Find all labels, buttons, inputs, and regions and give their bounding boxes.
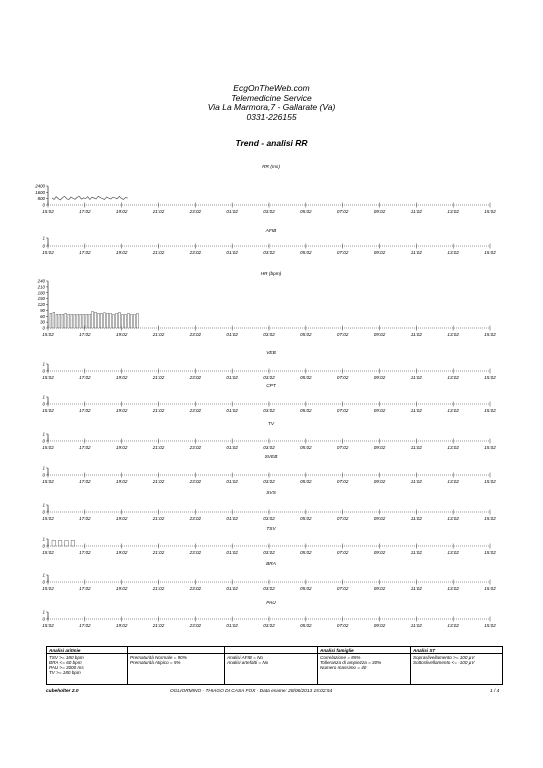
x-tick-label: 17:02 — [79, 550, 91, 555]
bar — [83, 314, 85, 328]
x-tick-label: 15:02 — [42, 332, 54, 337]
x-tick-label: 11:02 — [410, 408, 422, 413]
x-tick-label: 15:02 — [484, 550, 496, 555]
x-tick-label: 15:02 — [484, 332, 496, 337]
x-tick-label: 15:02 — [484, 375, 496, 380]
x-tick-label: 03:02 — [263, 375, 275, 380]
y-tick-label: 1 — [42, 361, 45, 367]
x-tick-label: 07:02 — [336, 479, 349, 484]
x-tick-label: 21:02 — [152, 479, 165, 484]
chart-title: CPT — [266, 384, 276, 389]
y-tick-label: 210 — [37, 284, 45, 290]
chart-title: RR (ms) — [262, 165, 280, 170]
chart-title: AFIB — [265, 229, 277, 234]
x-tick-label: 15:02 — [484, 209, 496, 214]
x-tick-label: 17:02 — [79, 445, 91, 450]
afib-column — [224, 647, 317, 684]
bar — [131, 314, 133, 328]
y-tick-label: 60 — [40, 313, 45, 319]
bar — [62, 314, 64, 328]
x-tick-label: 17:02 — [79, 408, 91, 413]
x-tick-label: 15:02 — [42, 445, 54, 450]
bar — [128, 313, 130, 328]
bar — [68, 314, 70, 328]
bar — [116, 313, 118, 328]
y-tick-label: 0 — [42, 401, 45, 407]
x-tick-label: 09:02 — [373, 408, 386, 413]
arrhythmia-line: BRA <= 60 bpm — [49, 660, 82, 665]
y-tick-label: 1 — [42, 394, 45, 400]
families-column — [317, 647, 410, 684]
bar — [92, 311, 94, 328]
x-tick-label: 15:02 — [42, 479, 54, 484]
x-tick-label: 11:02 — [410, 209, 422, 214]
y-tick-label: 150 — [37, 296, 45, 302]
x-tick-label: 01:02 — [226, 623, 238, 628]
x-tick-label: 07:02 — [336, 516, 349, 521]
x-tick-label: 01:02 — [226, 250, 238, 255]
x-tick-label: 05:02 — [300, 623, 312, 628]
x-tick-label: 11:02 — [410, 332, 422, 337]
x-tick-label: 09:02 — [373, 623, 386, 628]
x-tick-label: 07:02 — [336, 209, 349, 214]
bar — [104, 313, 106, 328]
y-tick-label: 0 — [42, 243, 45, 249]
x-tick-label: 07:02 — [336, 408, 349, 413]
x-tick-label: 21:02 — [152, 623, 165, 628]
x-tick-label: 01:02 — [226, 479, 238, 484]
x-tick-label: 19:02 — [115, 250, 128, 255]
x-tick-label: 03:02 — [263, 550, 275, 555]
bar — [113, 314, 115, 328]
x-tick-label: 11:02 — [410, 250, 422, 255]
prematurity-line: Prematurità Normale = 90% — [130, 655, 187, 660]
x-tick-label: 23:02 — [189, 209, 202, 214]
x-tick-label: 21:02 — [152, 516, 165, 521]
y-tick-label: 0 — [42, 325, 45, 331]
y-tick-label: 2400 — [35, 183, 45, 189]
families-line: Tolleranza di ampiezza = 30% — [320, 660, 382, 665]
bar — [86, 314, 88, 328]
x-tick-label: 03:02 — [263, 332, 275, 337]
x-tick-label: 05:02 — [300, 408, 312, 413]
x-tick-label: 19:02 — [115, 375, 128, 380]
x-tick-label: 15:02 — [484, 586, 496, 591]
x-tick-label: 11:02 — [410, 516, 422, 521]
x-tick-label: 13:02 — [447, 209, 459, 214]
x-tick-label: 17:02 — [79, 516, 91, 521]
x-tick-label: 09:02 — [373, 250, 386, 255]
bar — [50, 313, 52, 328]
bar — [107, 313, 109, 328]
x-tick-label: 13:02 — [447, 445, 459, 450]
x-tick-label: 15:02 — [484, 479, 496, 484]
x-tick-label: 05:02 — [300, 250, 312, 255]
x-tick-label: 19:02 — [115, 586, 128, 591]
report-title: Trend - analisi RR — [235, 138, 308, 148]
x-tick-label: 09:02 — [373, 375, 386, 380]
x-tick-label: 03:02 — [263, 479, 275, 484]
x-tick-label: 07:02 — [336, 445, 349, 450]
x-tick-label: 01:02 — [226, 586, 238, 591]
y-tick-label: 0 — [42, 616, 45, 622]
x-tick-label: 19:02 — [115, 550, 128, 555]
x-tick-label: 13:02 — [447, 250, 459, 255]
bar — [74, 314, 76, 328]
x-tick-label: 23:02 — [189, 408, 202, 413]
x-tick-label: 15:02 — [42, 516, 54, 521]
bar — [53, 312, 55, 328]
x-tick-label: 19:02 — [115, 479, 128, 484]
x-tick-label: 15:02 — [42, 408, 54, 413]
y-tick-label: 120 — [37, 302, 45, 307]
x-tick-label: 23:02 — [189, 250, 202, 255]
arrhythmia-line: TSV >= 180 bpm — [49, 655, 84, 660]
y-tick-label: 1 — [42, 536, 45, 542]
page-number: 1 / 4 — [490, 689, 500, 694]
bar — [65, 540, 69, 546]
y-tick-label: 0 — [42, 368, 45, 374]
bar — [89, 314, 91, 328]
x-tick-label: 03:02 — [263, 250, 275, 255]
x-tick-label: 01:02 — [226, 332, 238, 337]
x-tick-label: 15:02 — [42, 209, 54, 214]
bar — [59, 314, 61, 328]
y-tick-label: 0 — [42, 579, 45, 585]
x-tick-label: 21:02 — [152, 209, 165, 214]
x-tick-label: 23:02 — [189, 445, 202, 450]
software-name: cubeholter 2.0 — [46, 689, 79, 694]
x-tick-label: 23:02 — [189, 479, 202, 484]
x-tick-label: 03:02 — [263, 445, 275, 450]
st-line: Sottoslivellamento <= -100 µV — [413, 660, 475, 665]
x-tick-label: 23:02 — [189, 586, 202, 591]
afib-line: Analisi artefatti = No — [227, 660, 269, 665]
x-tick-label: 19:02 — [115, 445, 128, 450]
y-tick-label: 1 — [42, 502, 45, 508]
x-tick-label: 21:02 — [152, 332, 165, 337]
x-tick-label: 21:02 — [152, 550, 165, 555]
y-tick-label: 1 — [42, 431, 45, 437]
x-tick-label: 09:02 — [373, 209, 386, 214]
chart-title: BRA — [266, 562, 276, 567]
y-tick-label: 0 — [42, 438, 45, 444]
x-tick-label: 17:02 — [79, 479, 91, 484]
x-tick-label: 05:02 — [300, 516, 312, 521]
x-tick-label: 09:02 — [373, 586, 386, 591]
x-tick-label: 13:02 — [447, 550, 459, 555]
x-tick-label: 17:02 — [79, 332, 91, 337]
families-title: Analisi famiglie — [318, 648, 410, 654]
x-tick-label: 19:02 — [115, 516, 128, 521]
y-tick-label: 1600 — [35, 189, 45, 195]
x-tick-label: 01:02 — [226, 375, 238, 380]
y-tick-label: 30 — [40, 319, 45, 325]
x-tick-label: 09:02 — [373, 550, 386, 555]
bar — [134, 314, 136, 328]
bar — [122, 314, 124, 328]
x-tick-label: 19:02 — [115, 623, 128, 628]
chart-title: VEB — [266, 351, 276, 356]
prematurity-column — [127, 647, 224, 684]
x-tick-label: 15:02 — [42, 623, 54, 628]
x-tick-label: 03:02 — [263, 408, 275, 413]
x-tick-label: 19:02 — [115, 209, 128, 214]
x-tick-label: 05:02 — [300, 445, 312, 450]
x-tick-label: 07:02 — [336, 623, 349, 628]
y-tick-label: 800 — [37, 196, 45, 202]
y-tick-label: 1 — [42, 609, 45, 615]
bar — [137, 313, 139, 328]
st-line: Sopraslivellamento >= 100 µV — [413, 655, 475, 660]
x-tick-label: 05:02 — [300, 586, 312, 591]
x-tick-label: 05:02 — [300, 550, 312, 555]
x-tick-label: 23:02 — [189, 332, 202, 337]
arrhythmia-title: Analisi aritmie — [47, 648, 127, 654]
x-tick-label: 23:02 — [189, 375, 202, 380]
x-tick-label: 11:02 — [410, 550, 422, 555]
bar — [98, 313, 100, 328]
analysis-summary-panel — [46, 646, 503, 685]
x-tick-label: 07:02 — [336, 375, 349, 380]
chart-title: TV — [267, 422, 275, 427]
x-tick-label: 05:02 — [300, 479, 312, 484]
x-tick-label: 11:02 — [410, 479, 422, 484]
bar — [71, 314, 73, 328]
afib-line: Analisi AFIB = No — [227, 655, 263, 660]
families-line: Numero massimo = 40 — [320, 665, 367, 670]
y-tick-label: 1 — [42, 235, 45, 241]
x-tick-label: 13:02 — [447, 516, 459, 521]
bar — [56, 314, 58, 328]
st-column — [410, 647, 502, 684]
x-tick-label: 21:02 — [152, 250, 165, 255]
x-tick-label: 21:02 — [152, 445, 165, 450]
y-tick-label: 0 — [42, 509, 45, 515]
bar — [71, 540, 75, 546]
y-tick-label: 90 — [40, 307, 45, 313]
x-tick-label: 15:02 — [42, 586, 54, 591]
chart-title: PAU — [266, 601, 276, 606]
x-tick-label: 13:02 — [447, 623, 459, 628]
x-tick-label: 03:02 — [263, 209, 275, 214]
clinic-name: EcgOnTheWeb.com — [233, 83, 310, 93]
x-tick-label: 11:02 — [410, 586, 422, 591]
chart-title: SVS — [266, 491, 276, 496]
arrhythmia-line: TV >= 180 bpm — [49, 670, 81, 675]
x-tick-label: 13:02 — [447, 479, 459, 484]
x-tick-label: 09:02 — [373, 516, 386, 521]
bar — [125, 314, 127, 328]
y-tick-label: 1 — [42, 465, 45, 471]
bar — [80, 314, 82, 328]
x-tick-label: 11:02 — [410, 445, 422, 450]
x-tick-label: 01:02 — [226, 408, 238, 413]
bar — [110, 313, 112, 328]
x-tick-label: 11:02 — [410, 375, 422, 380]
families-line: Correlazione = 85% — [320, 655, 361, 660]
x-tick-label: 13:02 — [447, 332, 459, 337]
x-tick-label: 21:02 — [152, 375, 165, 380]
rr-series-line — [52, 196, 128, 200]
x-tick-label: 15:02 — [484, 516, 496, 521]
x-tick-label: 23:02 — [189, 623, 202, 628]
clinic-address: Via La Marmora,7 - Gallarate (Va) — [207, 102, 336, 112]
x-tick-label: 17:02 — [79, 375, 91, 380]
y-tick-label: 0 — [42, 202, 45, 208]
x-tick-label: 21:02 — [152, 586, 165, 591]
x-tick-label: 23:02 — [189, 516, 202, 521]
x-tick-label: 15:02 — [42, 250, 54, 255]
clinic-service: Telemedicine Service — [231, 92, 312, 103]
patient-info: OGLIORMINO - THIAGO DI CASA FOX · Data esame: 28/06/2013 15:02:54 — [170, 689, 333, 694]
x-tick-label: 15:02 — [42, 550, 54, 555]
bar — [101, 313, 103, 328]
x-tick-label: 13:02 — [447, 375, 459, 380]
x-tick-label: 17:02 — [79, 250, 91, 255]
x-tick-label: 07:02 — [336, 250, 349, 255]
x-tick-label: 01:02 — [226, 209, 238, 214]
x-tick-label: 15:02 — [484, 445, 496, 450]
y-tick-label: 0 — [42, 472, 45, 478]
x-tick-label: 01:02 — [226, 445, 238, 450]
chart-title: SVEB — [264, 455, 278, 460]
x-tick-label: 01:02 — [226, 550, 238, 555]
y-tick-label: 1 — [42, 572, 45, 578]
x-tick-label: 15:02 — [484, 250, 496, 255]
bar — [77, 314, 79, 328]
x-tick-label: 13:02 — [447, 586, 459, 591]
x-tick-label: 19:02 — [115, 332, 128, 337]
x-tick-label: 05:02 — [300, 209, 312, 214]
y-tick-label: 0 — [42, 543, 45, 549]
y-tick-label: 180 — [37, 290, 45, 296]
y-tick-label: 240 — [37, 278, 45, 284]
arrhythmia-line: PAU >= 3000 ms — [49, 665, 84, 670]
x-tick-label: 03:02 — [263, 586, 275, 591]
x-tick-label: 17:02 — [79, 586, 91, 591]
arrhythmia-column — [47, 647, 127, 684]
bar — [58, 540, 62, 546]
x-tick-label: 07:02 — [336, 550, 349, 555]
x-tick-label: 21:02 — [152, 408, 165, 413]
bar — [52, 540, 56, 546]
x-tick-label: 17:02 — [79, 623, 91, 628]
x-tick-label: 03:02 — [263, 623, 275, 628]
x-tick-label: 19:02 — [115, 408, 128, 413]
x-tick-label: 15:02 — [42, 375, 54, 380]
prematurity-line: Prematurità Atipico = 5% — [130, 660, 181, 665]
chart-title: TSV — [266, 527, 276, 532]
chart-title: HR (bpm) — [260, 272, 282, 277]
x-tick-label: 09:02 — [373, 479, 386, 484]
x-tick-label: 01:02 — [226, 516, 238, 521]
x-tick-label: 09:02 — [373, 332, 386, 337]
x-tick-label: 09:02 — [373, 445, 386, 450]
clinic-phone: 0331-226155 — [246, 111, 297, 122]
x-tick-label: 05:02 — [300, 375, 312, 380]
bar — [95, 312, 97, 328]
x-tick-label: 05:02 — [300, 332, 312, 337]
x-tick-label: 11:02 — [410, 623, 422, 628]
bar — [65, 313, 67, 328]
st-title: Analisi ST — [411, 648, 502, 654]
x-tick-label: 23:02 — [189, 550, 202, 555]
x-tick-label: 07:02 — [336, 586, 349, 591]
x-tick-label: 15:02 — [484, 623, 496, 628]
x-tick-label: 15:02 — [484, 408, 496, 413]
x-tick-label: 03:02 — [263, 516, 275, 521]
x-tick-label: 07:02 — [336, 332, 349, 337]
x-tick-label: 17:02 — [79, 209, 91, 214]
x-tick-label: 13:02 — [447, 408, 459, 413]
bar — [119, 312, 121, 328]
